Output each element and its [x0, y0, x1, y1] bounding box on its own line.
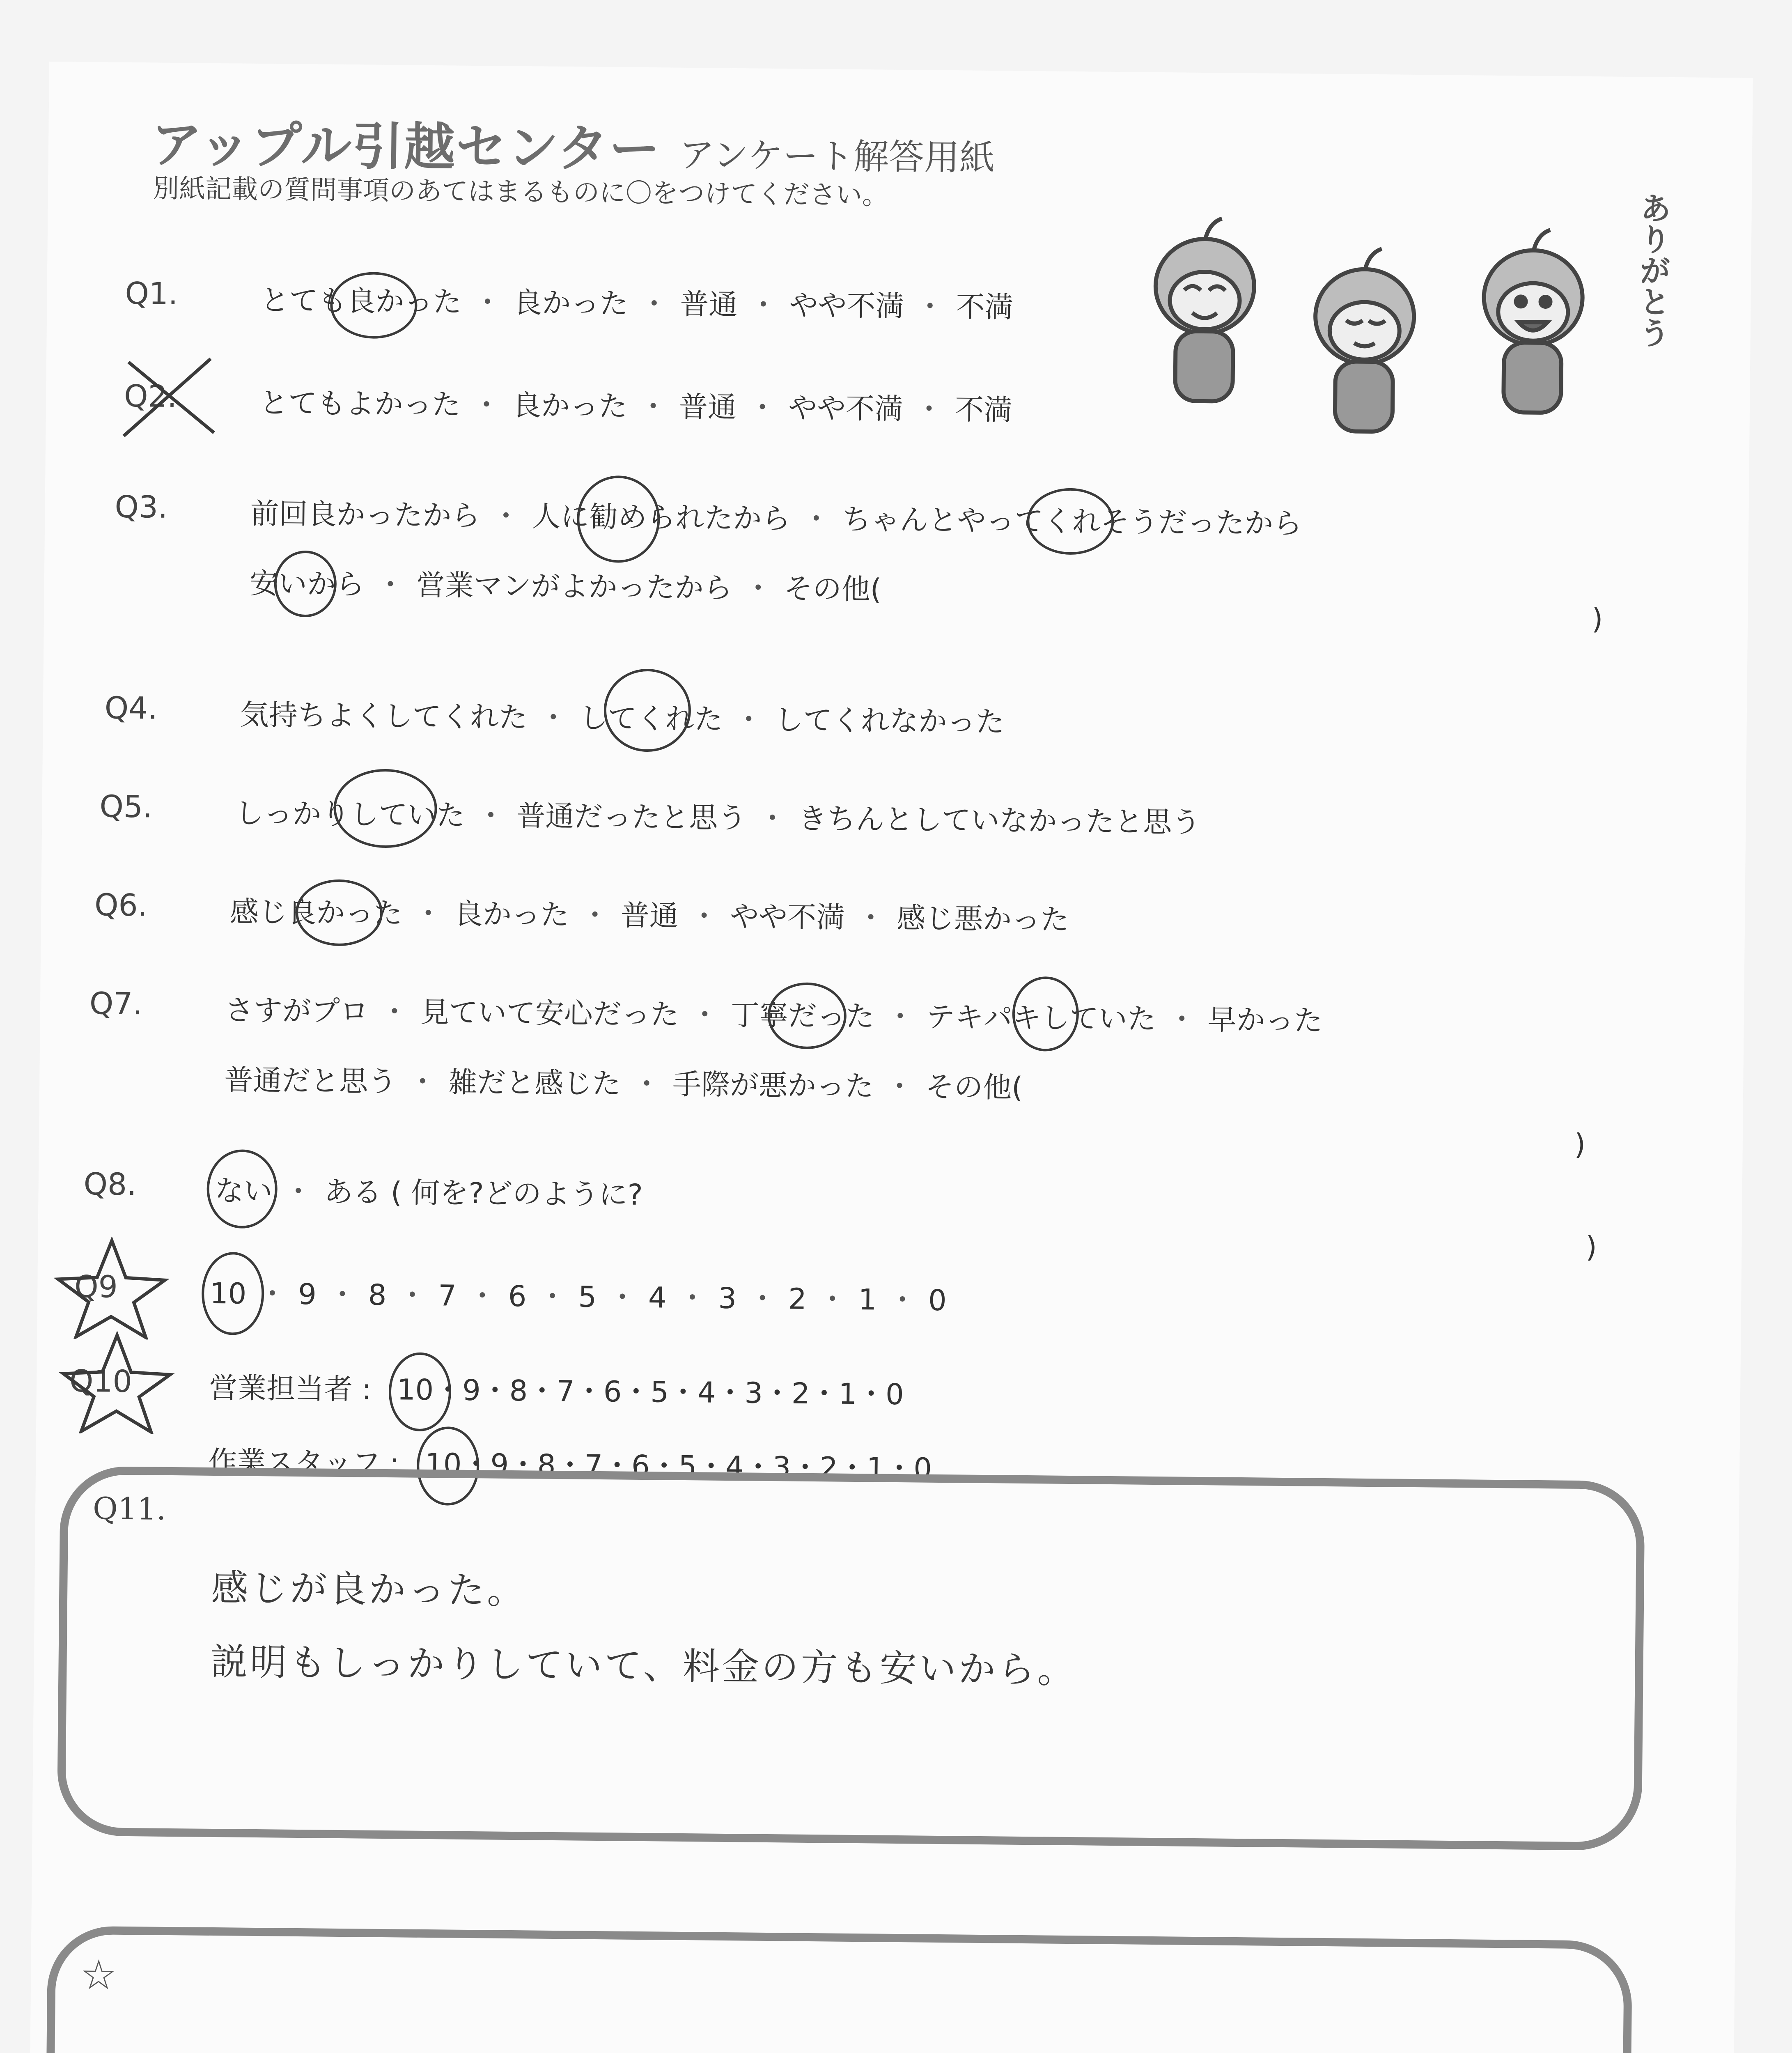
- question-q3: [114, 489, 1675, 636]
- rating-row-label: 営業担当者 :: [209, 1371, 372, 1406]
- option[interactable]: 普通だったと思う: [516, 799, 747, 835]
- option-selected[interactable]: テキパキしていた: [926, 1000, 1156, 1036]
- rating-row-sales: 営業担当者 : 10 ・9・8・7・6・5・4・3・2・1・0: [209, 1365, 904, 1413]
- option[interactable]: やや不満: [730, 900, 845, 935]
- rating-value[interactable]: 0: [885, 1377, 904, 1412]
- star-icon: ☆: [80, 1950, 117, 1999]
- option[interactable]: 手際が悪かった: [672, 1067, 874, 1103]
- question-number: Q4.: [104, 690, 158, 726]
- option[interactable]: きちんとしていなかったと思う: [798, 801, 1201, 840]
- rating-value[interactable]: 1: [858, 1283, 877, 1317]
- close-paren: ): [1574, 1127, 1586, 1162]
- answer-options: とてもよかった ・ 良かった ・ 普通 ・ やや不満 ・ 不満: [259, 386, 1013, 427]
- rating-value[interactable]: 2: [791, 1376, 810, 1410]
- option[interactable]: 普通: [679, 390, 737, 425]
- option-selected[interactable]: 感じ良かった: [230, 895, 403, 930]
- question-q8: [83, 1167, 1644, 1263]
- rating-value[interactable]: 2: [788, 1282, 807, 1316]
- option[interactable]: 良かった: [454, 897, 569, 932]
- rating-value[interactable]: 7: [438, 1279, 457, 1313]
- option[interactable]: 感じ悪かった: [896, 901, 1069, 937]
- rating-row-label: 作業スタッフ :: [208, 1444, 400, 1481]
- question-q2: [124, 379, 1151, 429]
- question-number: Q3.: [115, 489, 168, 525]
- rating-value[interactable]: 5: [578, 1280, 597, 1314]
- option[interactable]: その他(: [784, 572, 882, 606]
- option[interactable]: 普通: [620, 898, 679, 933]
- option[interactable]: 普通: [680, 287, 738, 322]
- answer-options-line2: 安いから ・ 営業マンがよかったから ・ その他(: [249, 560, 881, 608]
- rating-value[interactable]: 5: [678, 1449, 697, 1483]
- option[interactable]: やや不満: [789, 288, 904, 324]
- rating-value[interactable]: 8: [368, 1278, 387, 1312]
- question-number: Q9: [74, 1269, 118, 1305]
- option[interactable]: 営業マンがよかったから: [416, 568, 733, 605]
- option[interactable]: 気持ちよくしてくれた: [240, 698, 528, 735]
- option[interactable]: やや不満: [788, 391, 904, 426]
- rating-value[interactable]: 6: [508, 1279, 527, 1314]
- question-number: Q10: [69, 1363, 132, 1400]
- rating-value[interactable]: 3: [772, 1450, 791, 1484]
- question-q1: [125, 276, 1152, 327]
- option[interactable]: 見ていて安心だった: [420, 995, 679, 1031]
- comment-line-2: 説明もしっかりしていて、料金の方も安いから。: [210, 1640, 1077, 1692]
- rating-value[interactable]: 1: [838, 1377, 857, 1411]
- answer-options: 感じ良かった ・ 良かった ・ 普通 ・ やや不満 ・ 感じ悪かった: [230, 889, 1069, 938]
- answer-options: ない ・ ある ( 何を?どのように?: [215, 1168, 643, 1213]
- extra-comment-box[interactable]: [44, 1926, 1632, 2053]
- answer-options: さすがプロ ・ 見ていて安心だった ・ 丁寧だった ・ テキパキしていた ・ 早かった: [225, 987, 1323, 1039]
- q11-label: Q11.: [92, 1491, 166, 1527]
- rating-scale: 10 ・ 9 ・ 8 ・ 7 ・ 6 ・ 5 ・ 4 ・ 3 ・ 2 ・ 1 ・ 0: [210, 1270, 947, 1319]
- rating-row-staff: 作業スタッフ : 10 ・9・8・7・6・5・4・3・2・1・0: [208, 1439, 932, 1487]
- option[interactable]: 前回良かったから: [250, 496, 480, 533]
- question-q5: [99, 789, 1331, 842]
- answer-options: 気持ちよくしてくれた ・ してくれた ・ してくれなかった: [240, 692, 1005, 741]
- question-q6: [94, 887, 1244, 939]
- option-selected[interactable]: とても良かった: [260, 283, 462, 319]
- mascot-illustration: [1121, 179, 1698, 451]
- thanks-text: ありがとう: [1634, 192, 1672, 348]
- option-selected[interactable]: 人に勧められたから: [532, 499, 791, 535]
- option-selected[interactable]: ない: [215, 1174, 273, 1208]
- instruction-text: 別紙記載の質問事項のあてはまるものに〇をつけてください。: [152, 173, 889, 211]
- question-q9: [74, 1269, 1306, 1330]
- rating-value[interactable]: 7: [556, 1374, 575, 1408]
- comment-line-1: 感じが良かった。: [211, 1566, 527, 1613]
- option[interactable]: その他(: [925, 1070, 1023, 1105]
- rating-value[interactable]: 3: [744, 1376, 763, 1410]
- survey-sheet: [24, 62, 1753, 2053]
- rating-selected[interactable]: 10: [397, 1373, 434, 1407]
- rating-value[interactable]: 8: [537, 1448, 556, 1482]
- option[interactable]: ある ( 何を?どのように?: [324, 1175, 643, 1212]
- question-number: Q5.: [99, 789, 153, 825]
- answer-options: 前回良かったから ・ 人に勧められたから ・ ちゃんとやってくれそうだったから: [250, 491, 1302, 542]
- rating-selected[interactable]: 10: [210, 1277, 247, 1311]
- rating-value[interactable]: 7: [584, 1448, 603, 1483]
- option[interactable]: してくれなかった: [774, 703, 1005, 739]
- option-selected[interactable]: ちゃんとやってくれそうだったから: [842, 503, 1302, 541]
- answer-options: とても良かった ・ 良かった ・ 普通 ・ やや不満 ・ 不満: [260, 277, 1014, 326]
- company-name: アップル引越センター: [151, 115, 661, 179]
- rating-value[interactable]: 6: [603, 1375, 622, 1409]
- rating-value[interactable]: 6: [631, 1449, 650, 1483]
- rating-value[interactable]: 2: [819, 1451, 838, 1485]
- question-number: Q1.: [125, 276, 178, 312]
- rating-value[interactable]: 4: [648, 1281, 667, 1315]
- rating-value[interactable]: 9: [462, 1373, 481, 1408]
- answer-options-line2: 普通だと思う ・ 雑だと感じた ・ 手際が悪かった ・ その他(: [224, 1063, 1023, 1105]
- question-q7: [89, 986, 1650, 1162]
- option[interactable]: 普通だと思う: [224, 1063, 397, 1099]
- option[interactable]: とてもよかった: [259, 386, 461, 422]
- rating-value[interactable]: 4: [697, 1376, 716, 1410]
- answer-options: しっかりしていた ・ 普通だったと思う ・ きちんとしていなかったと思う: [235, 790, 1201, 841]
- question-number: Q7.: [89, 986, 143, 1022]
- option-selected[interactable]: 丁寧だった: [730, 998, 874, 1033]
- rating-value[interactable]: 5: [650, 1375, 669, 1409]
- option-selected[interactable]: 安いから: [249, 567, 365, 602]
- option[interactable]: 早かった: [1207, 1003, 1323, 1038]
- close-paren: ): [1591, 602, 1603, 636]
- option[interactable]: 不満: [955, 290, 1014, 324]
- q11-comment-box[interactable]: [57, 1466, 1645, 1851]
- option[interactable]: 雑だと感じた: [448, 1065, 621, 1101]
- option[interactable]: さすがプロ: [225, 993, 369, 1029]
- rating-value[interactable]: 8: [509, 1373, 528, 1408]
- rating-value[interactable]: 0: [913, 1451, 932, 1486]
- option[interactable]: 良かった: [512, 388, 628, 423]
- monkey-mascots-icon: [1121, 179, 1633, 450]
- rating-value[interactable]: 9: [298, 1277, 317, 1311]
- option[interactable]: 良かった: [513, 285, 629, 321]
- rating-value[interactable]: 3: [718, 1281, 737, 1316]
- question-number: Q2.: [124, 378, 177, 415]
- form-name: アンケート解答用紙: [679, 134, 995, 179]
- option[interactable]: 不満: [955, 393, 1013, 427]
- option-selected[interactable]: してくれた: [579, 701, 723, 736]
- option-selected[interactable]: しっかりしていた: [235, 796, 465, 832]
- rating-value[interactable]: 9: [490, 1447, 509, 1481]
- rating-selected[interactable]: 10: [425, 1447, 462, 1481]
- question-q4: [104, 690, 1254, 742]
- rating-value[interactable]: 1: [866, 1451, 885, 1485]
- rating-value[interactable]: 4: [725, 1449, 744, 1484]
- rating-value[interactable]: 0: [928, 1283, 947, 1318]
- question-number: Q8.: [83, 1166, 137, 1203]
- close-paren: ): [1585, 1230, 1597, 1264]
- question-number: Q6.: [94, 887, 148, 923]
